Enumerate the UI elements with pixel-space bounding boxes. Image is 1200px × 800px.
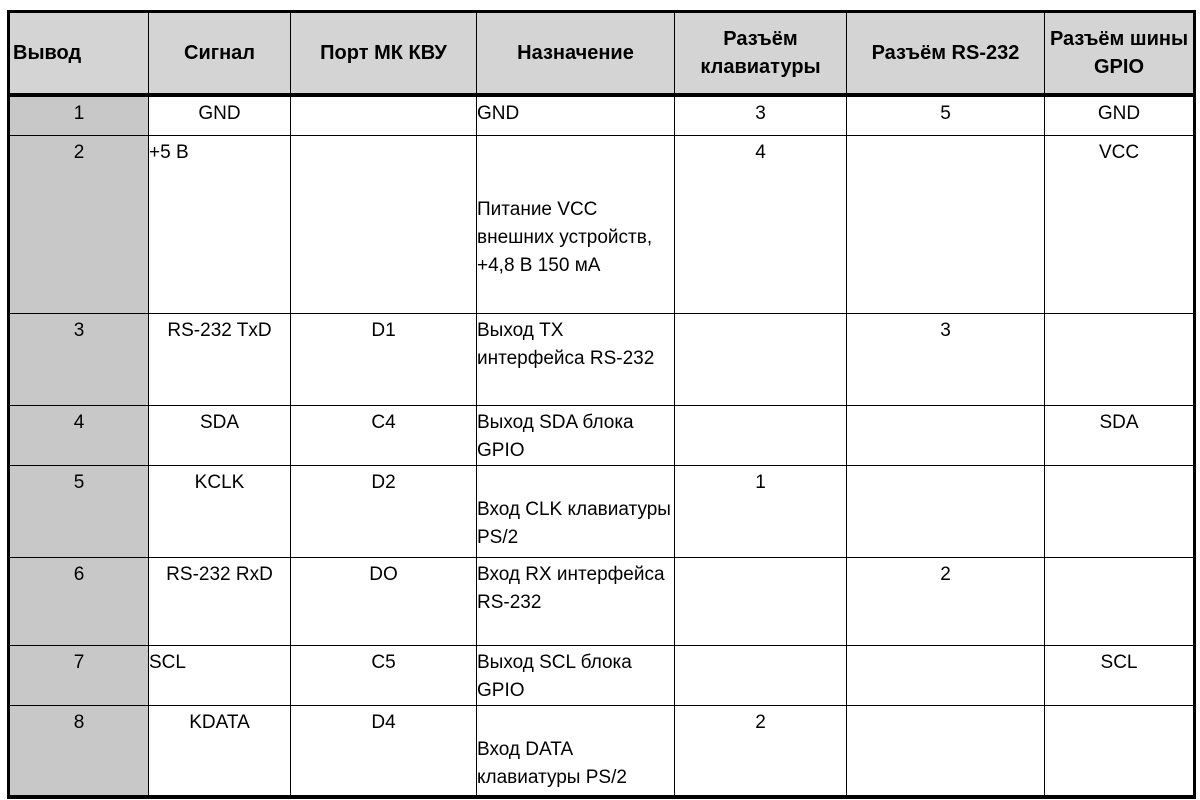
- header-row: [9, 12, 1195, 96]
- keyboard-pin-cell: 3: [675, 95, 847, 135]
- keyboard-pin-cell: [675, 557, 847, 645]
- keyboard-pin-cell: [675, 313, 847, 405]
- header-port: Порт МК КВУ: [291, 12, 477, 96]
- pin-number: 7: [9, 645, 149, 705]
- purpose-cell: Выход SCL блока GPIO: [477, 645, 675, 705]
- port-cell: C4: [291, 405, 477, 465]
- pin-number: 8: [9, 705, 149, 797]
- header-keyboard-connector: Разъём клавиатуры: [675, 12, 847, 96]
- table-row: [9, 95, 1195, 135]
- gpio-pin-cell: GND: [1045, 95, 1195, 135]
- gpio-pin-cell: SDA: [1045, 405, 1195, 465]
- port-cell: DO: [291, 557, 477, 645]
- signal-cell: RS-232 RxD: [149, 557, 291, 645]
- port-cell: D1: [291, 313, 477, 405]
- gpio-pin-cell: [1045, 465, 1195, 557]
- purpose-cell: Вход RX интерфейса RS-232: [477, 557, 675, 645]
- signal-cell: KDATA: [149, 705, 291, 797]
- pin-number: 6: [9, 557, 149, 645]
- rs232-pin-cell: [847, 645, 1045, 705]
- keyboard-pin-cell: [675, 405, 847, 465]
- gpio-pin-cell: [1045, 557, 1195, 645]
- signal-cell: SCL: [149, 645, 291, 705]
- keyboard-pin-cell: 4: [675, 135, 847, 313]
- gpio-pin-cell: [1045, 313, 1195, 405]
- signal-cell: SDA: [149, 405, 291, 465]
- signal-cell: +5 В: [149, 135, 291, 313]
- pinout-table: [7, 10, 1196, 799]
- header-rs232-connector: Разъём RS-232: [847, 12, 1045, 96]
- rs232-pin-cell: 3: [847, 313, 1045, 405]
- table-row: [9, 557, 1195, 645]
- purpose-cell: Выход TX интерфейса RS-232: [477, 313, 675, 405]
- keyboard-pin-cell: 1: [675, 465, 847, 557]
- table-row: [9, 405, 1195, 465]
- table-row: [9, 645, 1195, 705]
- table-row: [9, 135, 1195, 313]
- rs232-pin-cell: 5: [847, 95, 1045, 135]
- table-row: [9, 313, 1195, 405]
- pin-number: 4: [9, 405, 149, 465]
- purpose-cell: Вход DATA клавиатуры PS/2: [477, 705, 675, 797]
- pin-number: 2: [9, 135, 149, 313]
- table-row: [9, 705, 1195, 797]
- gpio-pin-cell: [1045, 705, 1195, 797]
- header-gpio-connector: Разъём шины GPIO: [1045, 12, 1195, 96]
- header-signal: Сигнал: [149, 12, 291, 96]
- port-cell: D2: [291, 465, 477, 557]
- port-cell: D4: [291, 705, 477, 797]
- port-cell: C5: [291, 645, 477, 705]
- header-purpose: Назначение: [477, 12, 675, 96]
- rs232-pin-cell: 2: [847, 557, 1045, 645]
- rs232-pin-cell: [847, 465, 1045, 557]
- purpose-cell: Выход SDA блока GPIO: [477, 405, 675, 465]
- signal-cell: KCLK: [149, 465, 291, 557]
- pin-number: 3: [9, 313, 149, 405]
- rs232-pin-cell: [847, 405, 1045, 465]
- port-cell: [291, 135, 477, 313]
- pin-number: 5: [9, 465, 149, 557]
- signal-cell: GND: [149, 95, 291, 135]
- purpose-cell: Питание VCC внешних устройств, +4,8 В 150 мА: [477, 135, 675, 313]
- table-row: [9, 465, 1195, 557]
- keyboard-pin-cell: [675, 645, 847, 705]
- purpose-cell: GND: [477, 95, 675, 135]
- keyboard-pin-cell: 2: [675, 705, 847, 797]
- pin-number: 1: [9, 95, 149, 135]
- rs232-pin-cell: [847, 705, 1045, 797]
- rs232-pin-cell: [847, 135, 1045, 313]
- purpose-cell: Вход CLK клавиатуры PS/2: [477, 465, 675, 557]
- signal-cell: RS-232 TxD: [149, 313, 291, 405]
- header-pin: Вывод: [9, 12, 149, 96]
- gpio-pin-cell: SCL: [1045, 645, 1195, 705]
- gpio-pin-cell: VCC: [1045, 135, 1195, 313]
- port-cell: [291, 95, 477, 135]
